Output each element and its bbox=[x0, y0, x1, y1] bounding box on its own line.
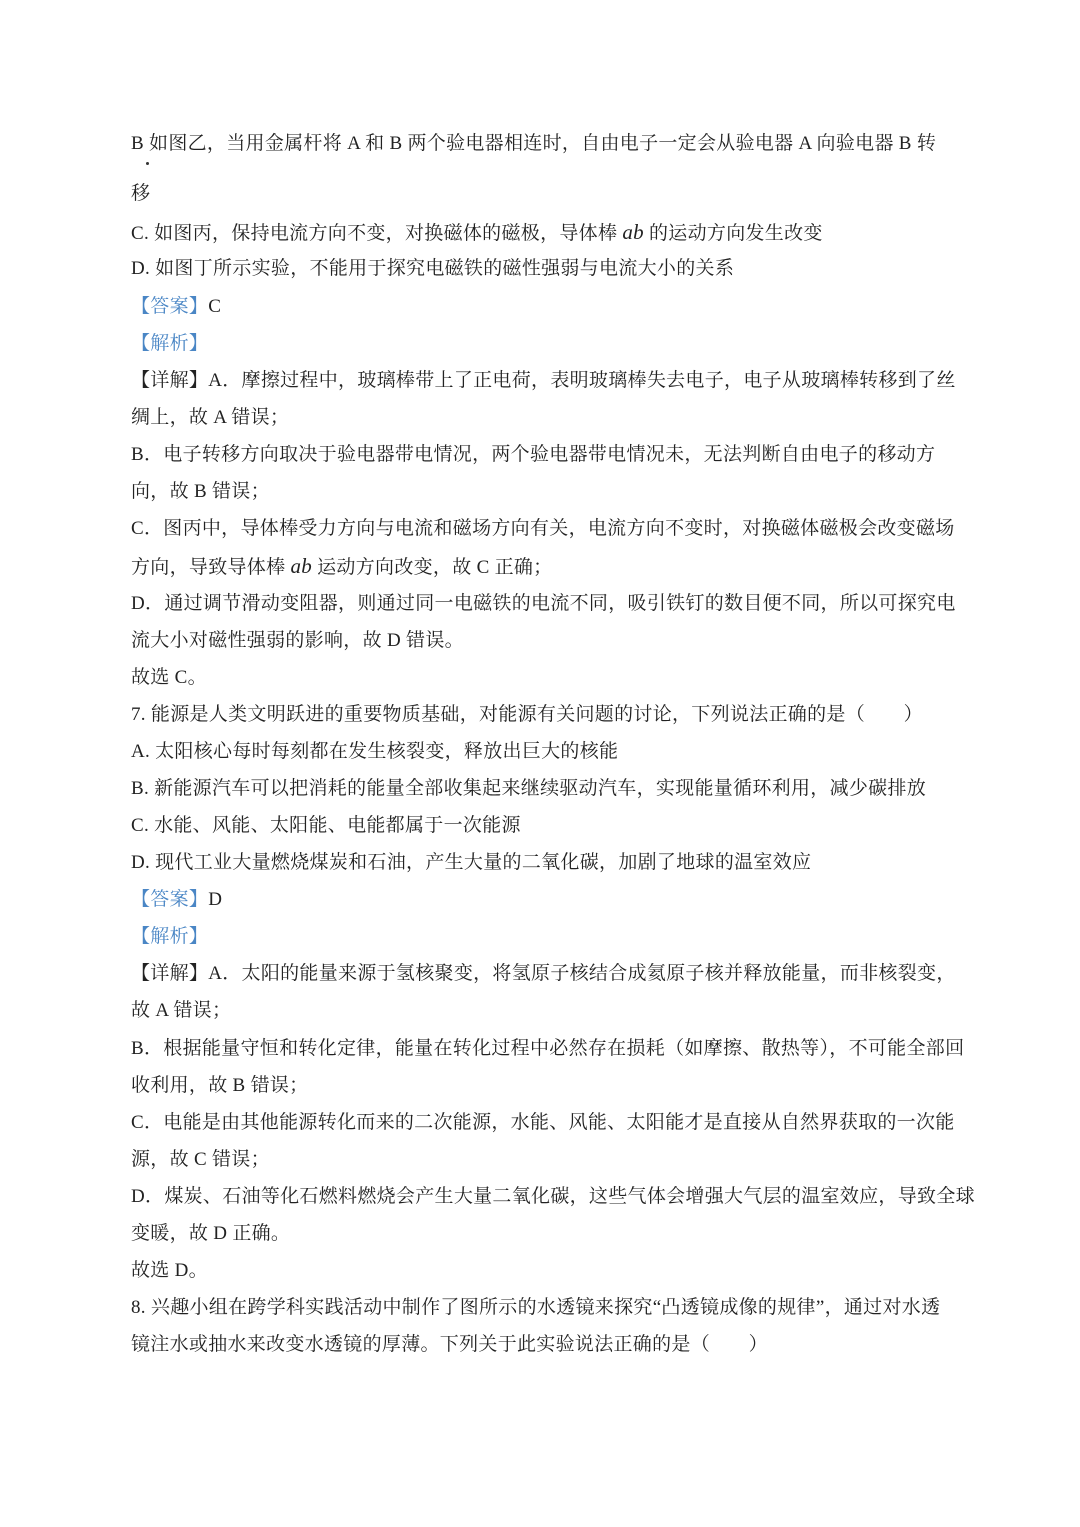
q7-option-b: B. 新能源汽车可以把消耗的能量全部收集起来继续驱动汽车，实现能量循环利用，减少碳排放 bbox=[131, 778, 927, 799]
q7-detail-d-line2: 变暖，故 D 正确。 bbox=[131, 1223, 291, 1244]
q6-detail-d-line1: D．通过调节滑动变阻器，则通过同一电磁铁的电流不同，吸引铁钉的数目便不同，所以可探究电 bbox=[131, 593, 956, 614]
q6-option-b-line1: B 如图乙，当用金属杆将 A 和 B 两个验电器相连时，自由电子一定会从验电器 A 向验电器 B 转 bbox=[131, 133, 937, 154]
stray-dot-mark bbox=[146, 162, 149, 165]
q7-option-a: A. 太阳核心每时每刻都在发生核裂变，释放出巨大的核能 bbox=[131, 741, 619, 762]
q6-detail-c-pre: 方向，导致导体棒 bbox=[131, 557, 291, 578]
q7-detail-a-line1 bbox=[131, 962, 956, 986]
q7-detail-b-line2: 收利用，故 B 错误； bbox=[131, 1075, 309, 1096]
q7-answer bbox=[131, 888, 222, 912]
q6-option-c-pre: C. 如图丙，保持电流方向不变，对换磁体的磁极，导体棒 bbox=[131, 223, 623, 244]
q6-detail-a-text: A．摩擦过程中，玻璃棒带上了正电荷，表明玻璃棒失去电子，电子从玻璃棒转移到了丝 bbox=[208, 370, 956, 391]
q6-detail-c-post: 运动方向改变，故 C 正确； bbox=[312, 557, 553, 578]
q7-option-d: D. 现代工业大量燃烧煤炭和石油，产生大量的二氧化碳，加剧了地球的温室效应 bbox=[131, 852, 812, 873]
q6-detail-c-var: ab bbox=[290, 554, 313, 578]
q6-detail-a-line1 bbox=[131, 369, 956, 393]
q6-detail-b-line1: B．电子转移方向取决于验电器带电情况，两个验电器带电情况未，无法判断自由电子的移动方 bbox=[131, 444, 936, 465]
q6-detail-b-line2: 向，故 B 错误； bbox=[131, 481, 270, 502]
q7-conclusion: 故选 D。 bbox=[131, 1260, 208, 1281]
q7-option-c: C. 水能、风能、太阳能、电能都属于一次能源 bbox=[131, 815, 521, 836]
q6-answer-value: C bbox=[208, 296, 222, 317]
q7-stem: 7. 能源是人类文明跃进的重要物质基础，对能源有关问题的讨论，下列说法正确的是（ ） bbox=[131, 704, 923, 725]
q8-stem-line2: 镜注水或抽水来改变水透镜的厚薄。下列关于此实验说法正确的是（ ） bbox=[131, 1334, 768, 1355]
q6-option-d: D. 如图丁所示实验，不能用于探究电磁铁的磁性强弱与电流大小的关系 bbox=[131, 258, 735, 279]
q7-detail-c-line1: C．电能是由其他能源转化而来的二次能源，水能、风能、太阳能才是直接从自然界获取的一次能 bbox=[131, 1112, 955, 1133]
q8-stem-line1: 8. 兴趣小组在跨学科实践活动中制作了图所示的水透镜来探究“凸透镜成像的规律”，通过对水透 bbox=[131, 1297, 941, 1318]
q6-detail-c-line2 bbox=[131, 554, 553, 580]
q7-detail-c-line2: 源，故 C 错误； bbox=[131, 1149, 270, 1170]
q7-detail-a-text: A．太阳的能量来源于氢核聚变，将氢原子核结合成氦原子核并释放能量，而非核裂变， bbox=[208, 963, 956, 984]
q6-analysis-label: 【解析】 bbox=[131, 333, 209, 354]
q6-option-c-post: 的运动方向发生改变 bbox=[643, 223, 823, 244]
q7-detail-label: 【详解】 bbox=[131, 963, 209, 984]
q6-detail-c-line1: C．图丙中，导体棒受力方向与电流和磁场方向有关，电流方向不变时，对换磁体磁极会改变磁场 bbox=[131, 518, 955, 539]
q6-option-c bbox=[131, 220, 823, 246]
q7-detail-d-line1: D．煤炭、石油等化石燃料燃烧会产生大量二氧化碳，这些气体会增强大气层的温室效应，导致全球 bbox=[131, 1186, 975, 1207]
q6-answer bbox=[131, 295, 221, 319]
q6-option-b-line2: 移 bbox=[131, 183, 151, 204]
q7-answer-value: D bbox=[208, 889, 223, 910]
q6-answer-label: 【答案】 bbox=[131, 296, 209, 317]
q7-detail-b-line1: B．根据能量守恒和转化定律，能量在转化过程中必然存在损耗（如摩擦、散热等），不可能全部回 bbox=[131, 1038, 965, 1059]
q6-detail-label: 【详解】 bbox=[131, 370, 209, 391]
q6-option-c-var: ab bbox=[622, 220, 644, 244]
q7-answer-label: 【答案】 bbox=[131, 889, 209, 910]
q6-detail-d-line2: 流大小对磁性强弱的影响，故 D 错误。 bbox=[131, 630, 464, 651]
q6-conclusion: 故选 C。 bbox=[131, 667, 207, 688]
q7-detail-a-line2: 故 A 错误； bbox=[131, 1000, 232, 1021]
q6-detail-a-line2: 绸上，故 A 错误； bbox=[131, 407, 290, 428]
q7-analysis-label: 【解析】 bbox=[131, 926, 209, 947]
